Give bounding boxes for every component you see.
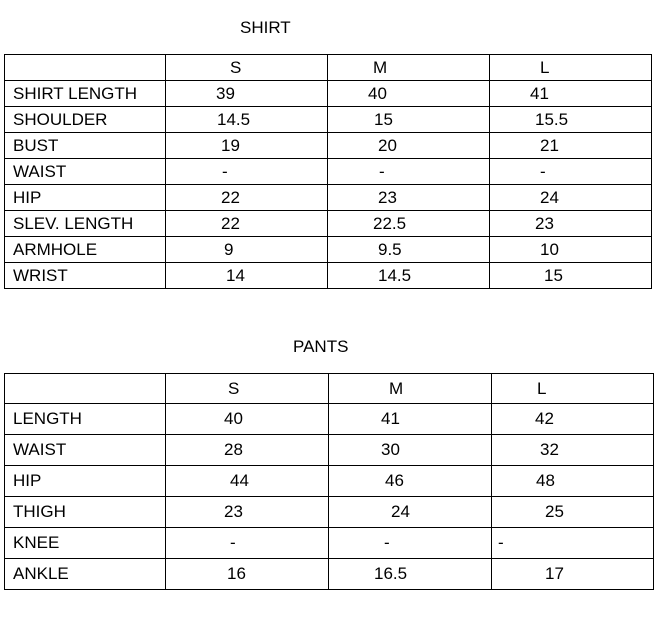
measurement-label: SHIRT LENGTH <box>5 81 166 107</box>
size-m-value: 16.5 <box>329 559 492 590</box>
pants-table-title: PANTS <box>293 337 349 356</box>
table-row <box>5 263 652 289</box>
table-row <box>5 237 652 263</box>
size-l-value: 15.5 <box>490 107 652 133</box>
shirt-header-row <box>5 55 652 81</box>
shirt-header-size-m: M <box>328 55 490 81</box>
size-s-value: 44 <box>166 466 329 497</box>
size-m-value: 23 <box>328 185 490 211</box>
size-s-value: 14 <box>166 263 328 289</box>
table-row <box>5 559 654 590</box>
size-m-value: 22.5 <box>328 211 490 237</box>
size-m-value: 30 <box>329 435 492 466</box>
size-m-value: 14.5 <box>328 263 490 289</box>
size-l-value: 32 <box>492 435 654 466</box>
pants-header-corner <box>5 374 166 404</box>
size-s-value: 14.5 <box>166 107 328 133</box>
table-row <box>5 528 654 559</box>
size-s-value: 22 <box>166 211 328 237</box>
measurement-label: BUST <box>5 133 166 159</box>
size-l-value: 48 <box>492 466 654 497</box>
size-s-value: 40 <box>166 404 329 435</box>
size-m-value: - <box>329 528 492 559</box>
measurement-label: ARMHOLE <box>5 237 166 263</box>
pants-header-size-l: L <box>492 374 654 404</box>
pants-size-table <box>4 373 654 590</box>
size-m-value: 40 <box>328 81 490 107</box>
size-m-value: 9.5 <box>328 237 490 263</box>
size-l-value: 41 <box>490 81 652 107</box>
size-m-value: 46 <box>329 466 492 497</box>
measurement-label: LENGTH <box>5 404 166 435</box>
size-s-value: - <box>166 528 329 559</box>
measurement-label: HIP <box>5 466 166 497</box>
size-l-value: 15 <box>490 263 652 289</box>
measurement-label: WRIST <box>5 263 166 289</box>
measurement-label: SLEV. LENGTH <box>5 211 166 237</box>
size-s-value: 39 <box>166 81 328 107</box>
size-l-value: 25 <box>492 497 654 528</box>
size-l-value: 42 <box>492 404 654 435</box>
size-l-value: 10 <box>490 237 652 263</box>
size-m-value: 15 <box>328 107 490 133</box>
size-s-value: 16 <box>166 559 329 590</box>
size-m-value: 41 <box>329 404 492 435</box>
pants-header-size-m: M <box>329 374 492 404</box>
size-l-value: 24 <box>490 185 652 211</box>
size-s-value: 28 <box>166 435 329 466</box>
size-l-value: 23 <box>490 211 652 237</box>
table-row <box>5 211 652 237</box>
shirt-table-title: SHIRT <box>240 18 291 37</box>
table-row <box>5 159 652 185</box>
table-row <box>5 435 654 466</box>
size-s-value: 23 <box>166 497 329 528</box>
shirt-size-table <box>4 54 652 289</box>
shirt-header-size-s: S <box>166 55 328 81</box>
size-m-value: 24 <box>329 497 492 528</box>
pants-header-size-s: S <box>166 374 329 404</box>
size-l-value: - <box>490 159 652 185</box>
table-row <box>5 404 654 435</box>
size-s-value: - <box>166 159 328 185</box>
size-l-value: - <box>492 528 654 559</box>
shirt-header-corner <box>5 55 166 81</box>
table-row <box>5 497 654 528</box>
pants-header-row <box>5 374 654 404</box>
size-m-value: - <box>328 159 490 185</box>
table-row <box>5 466 654 497</box>
table-row <box>5 185 652 211</box>
measurement-label: WAIST <box>5 435 166 466</box>
measurement-label: KNEE <box>5 528 166 559</box>
measurement-label: SHOULDER <box>5 107 166 133</box>
size-s-value: 19 <box>166 133 328 159</box>
size-l-value: 17 <box>492 559 654 590</box>
measurement-label: ANKLE <box>5 559 166 590</box>
table-row <box>5 81 652 107</box>
size-s-value: 9 <box>166 237 328 263</box>
shirt-header-size-l: L <box>490 55 652 81</box>
measurement-label: WAIST <box>5 159 166 185</box>
measurement-label: HIP <box>5 185 166 211</box>
table-row <box>5 133 652 159</box>
size-s-value: 22 <box>166 185 328 211</box>
size-l-value: 21 <box>490 133 652 159</box>
size-m-value: 20 <box>328 133 490 159</box>
measurement-label: THIGH <box>5 497 166 528</box>
table-row <box>5 107 652 133</box>
